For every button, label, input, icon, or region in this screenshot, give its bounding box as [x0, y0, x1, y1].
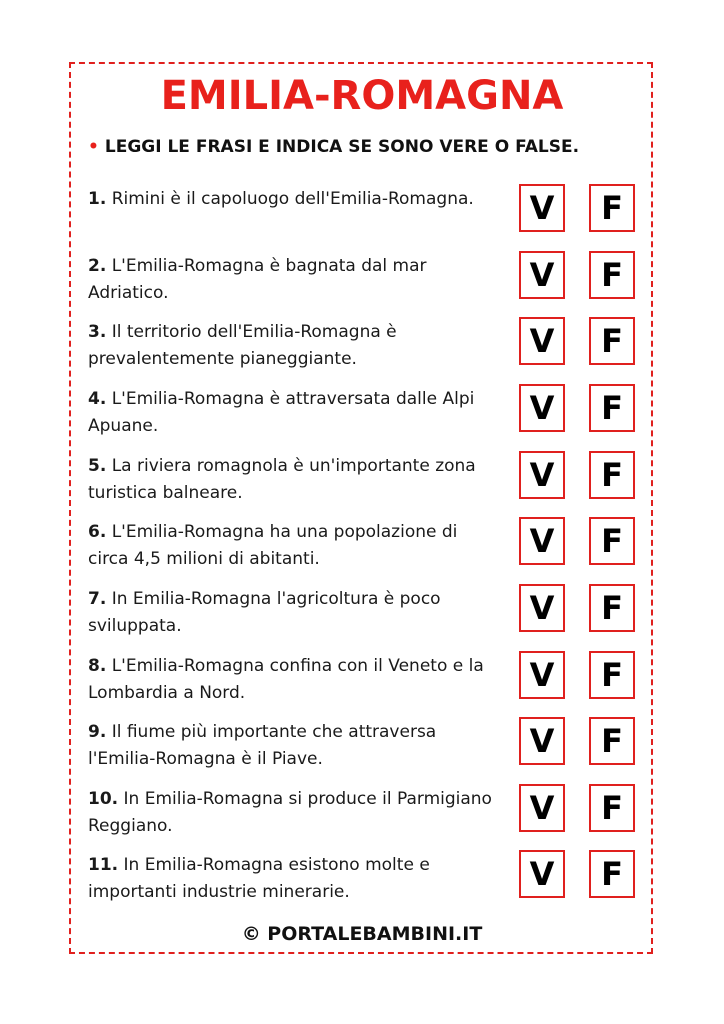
- question-statement: L'Emilia-Romagna è bagnata dal mar Adriatico.: [88, 256, 427, 303]
- instruction-text: LEGGI LE FRASI E INDICA SE SONO VERE O FALSE.: [104, 137, 580, 157]
- question-item-11: [0, 848, 724, 914]
- question-statement: Il territorio dell'Emilia-Romagna è prevalentemente pianeggiante.: [88, 322, 397, 369]
- bullet-icon: •: [88, 137, 99, 157]
- true-answer-box[interactable]: V: [519, 584, 565, 632]
- question-text: [88, 653, 493, 707]
- question-item-3: [0, 315, 724, 381]
- page-title: EMILIA-ROMAGNA: [160, 73, 564, 119]
- question-number: 2.: [88, 256, 107, 276]
- question-text: [88, 786, 493, 840]
- question-text: [88, 186, 493, 213]
- false-answer-box[interactable]: F: [589, 184, 635, 232]
- true-answer-box[interactable]: V: [519, 451, 565, 499]
- question-statement: L'Emilia-Romagna ha una popolazione di circa 4,5 milioni di abitanti.: [88, 522, 458, 569]
- question-item-9: [0, 715, 724, 781]
- question-number: 8.: [88, 656, 107, 676]
- question-item-10: [0, 782, 724, 848]
- question-statement: In Emilia-Romagna si produce il Parmigiano Reggiano.: [88, 789, 492, 836]
- question-statement: Rimini è il capoluogo dell'Emilia-Romagna.: [111, 189, 474, 209]
- question-item-5: [0, 449, 724, 515]
- question-text: [88, 852, 493, 906]
- question-number: 10.: [88, 789, 119, 809]
- question-item-8: [0, 649, 724, 715]
- question-number: 11.: [88, 855, 119, 875]
- question-text: [88, 386, 493, 440]
- true-answer-box[interactable]: V: [519, 651, 565, 699]
- true-answer-box[interactable]: V: [519, 251, 565, 299]
- true-answer-box[interactable]: V: [519, 517, 565, 565]
- false-answer-box[interactable]: F: [589, 784, 635, 832]
- question-text: [88, 319, 493, 373]
- question-number: 6.: [88, 522, 107, 542]
- question-statement: La riviera romagnola è un'importante zona turistica balneare.: [88, 456, 476, 503]
- false-answer-box[interactable]: F: [589, 317, 635, 365]
- footer-copyright: © PORTALEBAMBINI.IT: [241, 923, 483, 945]
- question-statement: In Emilia-Romagna l'agricoltura è poco sviluppata.: [88, 589, 441, 636]
- true-answer-box[interactable]: V: [519, 784, 565, 832]
- false-answer-box[interactable]: F: [589, 850, 635, 898]
- question-item-6: [0, 515, 724, 581]
- question-item-2: [0, 249, 724, 315]
- true-answer-box[interactable]: V: [519, 317, 565, 365]
- question-number: 1.: [88, 189, 107, 209]
- false-answer-box[interactable]: F: [589, 384, 635, 432]
- question-number: 7.: [88, 589, 107, 609]
- question-item-1: [0, 182, 724, 248]
- question-number: 5.: [88, 456, 107, 476]
- false-answer-box[interactable]: F: [589, 717, 635, 765]
- question-text: [88, 253, 493, 307]
- false-answer-box[interactable]: F: [589, 517, 635, 565]
- question-text: [88, 453, 493, 507]
- question-number: 9.: [88, 722, 107, 742]
- question-statement: L'Emilia-Romagna confina con il Veneto e la Lombardia a Nord.: [88, 656, 484, 703]
- question-item-7: [0, 582, 724, 648]
- question-text: [88, 586, 493, 640]
- question-text: [88, 719, 493, 773]
- false-answer-box[interactable]: F: [589, 251, 635, 299]
- question-statement: L'Emilia-Romagna è attraversata dalle Alpi Apuane.: [88, 389, 475, 436]
- question-statement: Il fiume più importante che attraversa l'Emilia-Romagna è il Piave.: [88, 722, 437, 769]
- question-item-4: [0, 382, 724, 448]
- true-answer-box[interactable]: V: [519, 717, 565, 765]
- instruction-line: [88, 134, 648, 160]
- question-text: [88, 519, 493, 573]
- true-answer-box[interactable]: V: [519, 184, 565, 232]
- question-number: 4.: [88, 389, 107, 409]
- false-answer-box[interactable]: F: [589, 584, 635, 632]
- question-number: 3.: [88, 322, 107, 342]
- true-answer-box[interactable]: V: [519, 384, 565, 432]
- question-statement: In Emilia-Romagna esistono molte e importanti industrie minerarie.: [88, 855, 430, 902]
- true-answer-box[interactable]: V: [519, 850, 565, 898]
- false-answer-box[interactable]: F: [589, 451, 635, 499]
- false-answer-box[interactable]: F: [589, 651, 635, 699]
